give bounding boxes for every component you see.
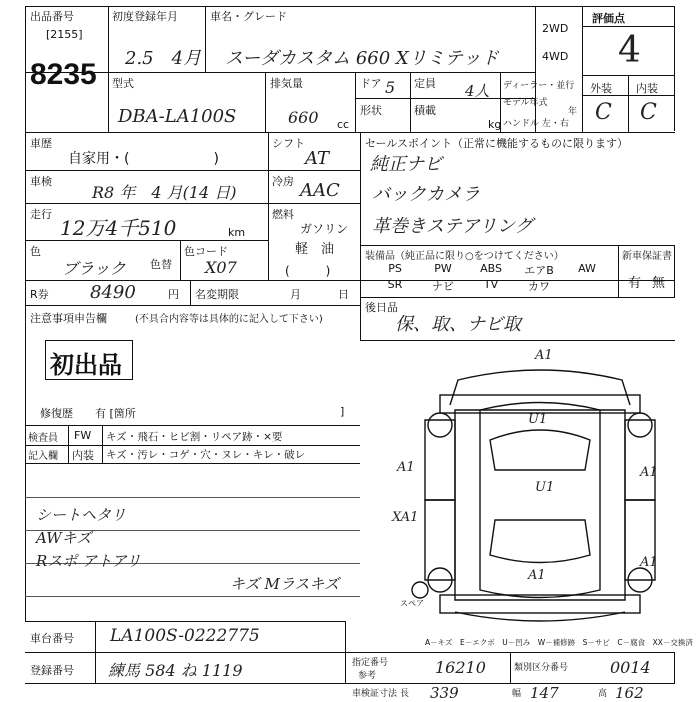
rule: [510, 652, 511, 683]
score-value: 4: [618, 30, 641, 71]
mark-3: A1: [397, 460, 415, 475]
equip-item: AW: [578, 262, 596, 275]
color-change-label: 色替: [150, 258, 172, 271]
color-code-value: X07: [205, 258, 237, 277]
diagram-wheel: [428, 413, 452, 437]
mark-2: U1: [528, 412, 548, 427]
rule: [25, 621, 345, 622]
inspector-label-2: 記入欄: [28, 451, 58, 462]
mark-5: XA1: [392, 510, 419, 525]
interior-row-label: 内装: [72, 449, 94, 462]
displacement-value: 660: [288, 108, 319, 127]
inspector-row-2: キズ・汚レ・コゲ・穴・ヌレ・キレ・破レ: [106, 449, 306, 461]
load-label: 積載: [414, 104, 436, 117]
selling-title: セールスポイント（正常に機能するものに限ります）: [365, 137, 629, 150]
diagram-rear-window: [490, 520, 590, 563]
mileage-value: 12万4千510: [60, 216, 177, 240]
diagram-legend: A－キズ E－エクボ U－凹み W－補修跡 S－サビ C－腐食 XX－交換済: [425, 638, 693, 647]
model-value: スーダカスタム 660 Xリミテッド: [225, 48, 499, 69]
diagram-wheel: [628, 413, 652, 437]
selling-line1: 純正ナビ: [370, 154, 442, 175]
interior-value: C: [640, 100, 657, 125]
fuel-paren: ( ): [285, 264, 331, 278]
mark-4: A1: [640, 465, 658, 480]
repair-label: 修復歴 有 [箇所: [40, 407, 136, 420]
inspection-label: 車検: [30, 175, 52, 188]
exterior-label: 外装: [590, 82, 612, 95]
inspection-value: R8 年 4 月(14 日): [92, 183, 237, 202]
displacement-label: 排気量: [270, 77, 303, 90]
length-value: 339: [430, 684, 459, 702]
mileage-label: 走行: [30, 208, 52, 221]
after-label: 後日品: [365, 301, 398, 314]
day-unit: 日: [338, 288, 349, 301]
lot-number: 8235: [30, 58, 97, 91]
ac-value: AAC: [300, 180, 340, 201]
equip-item: エアB: [524, 264, 554, 277]
doors-label: ドア: [360, 77, 382, 90]
first-reg-label: 初度登録年月: [112, 10, 178, 23]
rule: [25, 652, 675, 653]
color-label: 色: [30, 245, 41, 258]
fuel-gas: ガソリン: [300, 222, 349, 236]
ac-label: 冷房: [272, 175, 294, 188]
warranty-yes: 有: [628, 276, 642, 291]
capacity-label: 定員: [414, 77, 436, 90]
warranty-no: 無: [652, 276, 666, 291]
shape-label: 形状: [360, 104, 382, 117]
inspector-note-2: AWキズ: [36, 529, 92, 547]
kg-unit: kg: [488, 118, 502, 131]
model-year-label: モデル年式: [503, 98, 548, 108]
equip-item: ABS: [480, 262, 502, 275]
history-label: 車歴: [30, 137, 52, 150]
first-reg-value: 2.5 4月: [125, 48, 202, 69]
width-label: 幅: [512, 689, 522, 699]
capacity-value: 4人: [465, 82, 490, 100]
color-code-label: 色コード: [184, 245, 228, 258]
model-label: 車名・グレード: [210, 10, 287, 23]
inspector-row-1: キズ・飛石・ヒビ割・リペア跡・×要: [106, 431, 283, 443]
notes-label: 注意事項申告欄: [30, 312, 107, 325]
year-unit: 年: [568, 107, 578, 117]
exterior-value: C: [595, 100, 612, 125]
history-value: 自家用・( ): [68, 151, 219, 167]
inspector-note-4: キズ Mラスキズ: [230, 575, 340, 593]
equip-item: PS: [388, 262, 402, 275]
mark-7: A1: [640, 555, 658, 570]
equip-item: SR: [387, 278, 403, 291]
cc-unit: cc: [337, 118, 350, 131]
spare-label: スペア: [400, 599, 424, 608]
diagram-front: [450, 370, 630, 405]
mark-8: A1: [528, 568, 546, 583]
yen-unit: 円: [168, 288, 179, 301]
shift-label: シフト: [272, 137, 305, 150]
after-value: 保、取、ナビ取: [395, 314, 521, 335]
month-unit: 月: [290, 288, 301, 301]
selling-line2: バックカメラ: [372, 184, 480, 205]
plate-label: 登録番号: [30, 664, 74, 677]
height-value: 162: [615, 684, 644, 702]
rule: [25, 683, 675, 684]
lot-label: 出品番号: [30, 10, 74, 23]
equip-item: PW: [434, 262, 452, 275]
dims-label: 車検証寸法: [352, 689, 398, 699]
warranty-label: 新車保証書: [622, 251, 672, 262]
equip-item: TV: [483, 278, 499, 291]
mark-1: A1: [535, 348, 553, 363]
category-label: 類別区分番号: [514, 663, 569, 673]
handle-label: ハンドル 左・右: [503, 119, 569, 129]
shift-value: AT: [305, 148, 330, 169]
drive-4wd: 4WD: [542, 50, 569, 63]
lot-sub: [2155]: [46, 28, 83, 41]
name-change-label: 名変期限: [195, 288, 239, 301]
diagram-windshield: [490, 430, 590, 470]
inspector-note-1: シートヘタリ: [36, 506, 127, 524]
equip-item: カワ: [528, 280, 550, 293]
ref-label: 指定番号: [352, 658, 389, 668]
length-label: 長: [400, 689, 410, 699]
notes-hint: (不具合内容等は具体的に記入して下さい): [135, 314, 323, 325]
ref-value: 16210: [435, 658, 486, 677]
drive-2wd: 2WD: [542, 22, 569, 35]
inspector-label-1: 検査員: [28, 433, 58, 444]
score-label: 評価点: [592, 12, 625, 25]
stamp-text: 初出品: [50, 351, 122, 379]
km-unit: km: [228, 226, 246, 239]
mark-6: U1: [535, 480, 555, 495]
recycle-value: 8490: [90, 282, 136, 303]
type-value: DBA-LA100S: [118, 106, 237, 127]
fuel-label: 燃料: [272, 208, 294, 221]
dealer-label: ディーラー・並行: [503, 81, 575, 91]
rule: [95, 621, 96, 683]
width-value: 147: [530, 684, 559, 702]
diagram-spare: [412, 582, 428, 598]
equip-item: ナビ: [432, 280, 454, 293]
fw-label: FW: [74, 429, 92, 442]
inspector-note-3: Rスポ アトアリ: [36, 552, 142, 570]
ref-sub: 参考: [358, 671, 377, 681]
chassis-label: 車台番号: [30, 632, 74, 645]
repair-close: ]: [340, 405, 345, 418]
category-value: 0014: [610, 658, 651, 677]
rule: [345, 621, 346, 683]
selling-line3: 革巻きステアリング: [372, 216, 533, 237]
chassis-value: LA100S-0222775: [110, 626, 260, 646]
doors-value: 5: [385, 78, 396, 97]
type-label: 型式: [112, 77, 134, 90]
height-label: 高: [598, 689, 608, 699]
fuel-diesel: 軽 油: [295, 242, 335, 257]
interior-label: 内装: [636, 82, 658, 95]
color-value: ブラック: [62, 259, 126, 278]
recycle-label: R券: [30, 288, 49, 301]
plate-value: 練馬 584 ね 1119: [108, 661, 243, 680]
equip-title: 装備品（純正品に限り○をつけてください）: [365, 251, 564, 262]
rule: [674, 652, 675, 683]
